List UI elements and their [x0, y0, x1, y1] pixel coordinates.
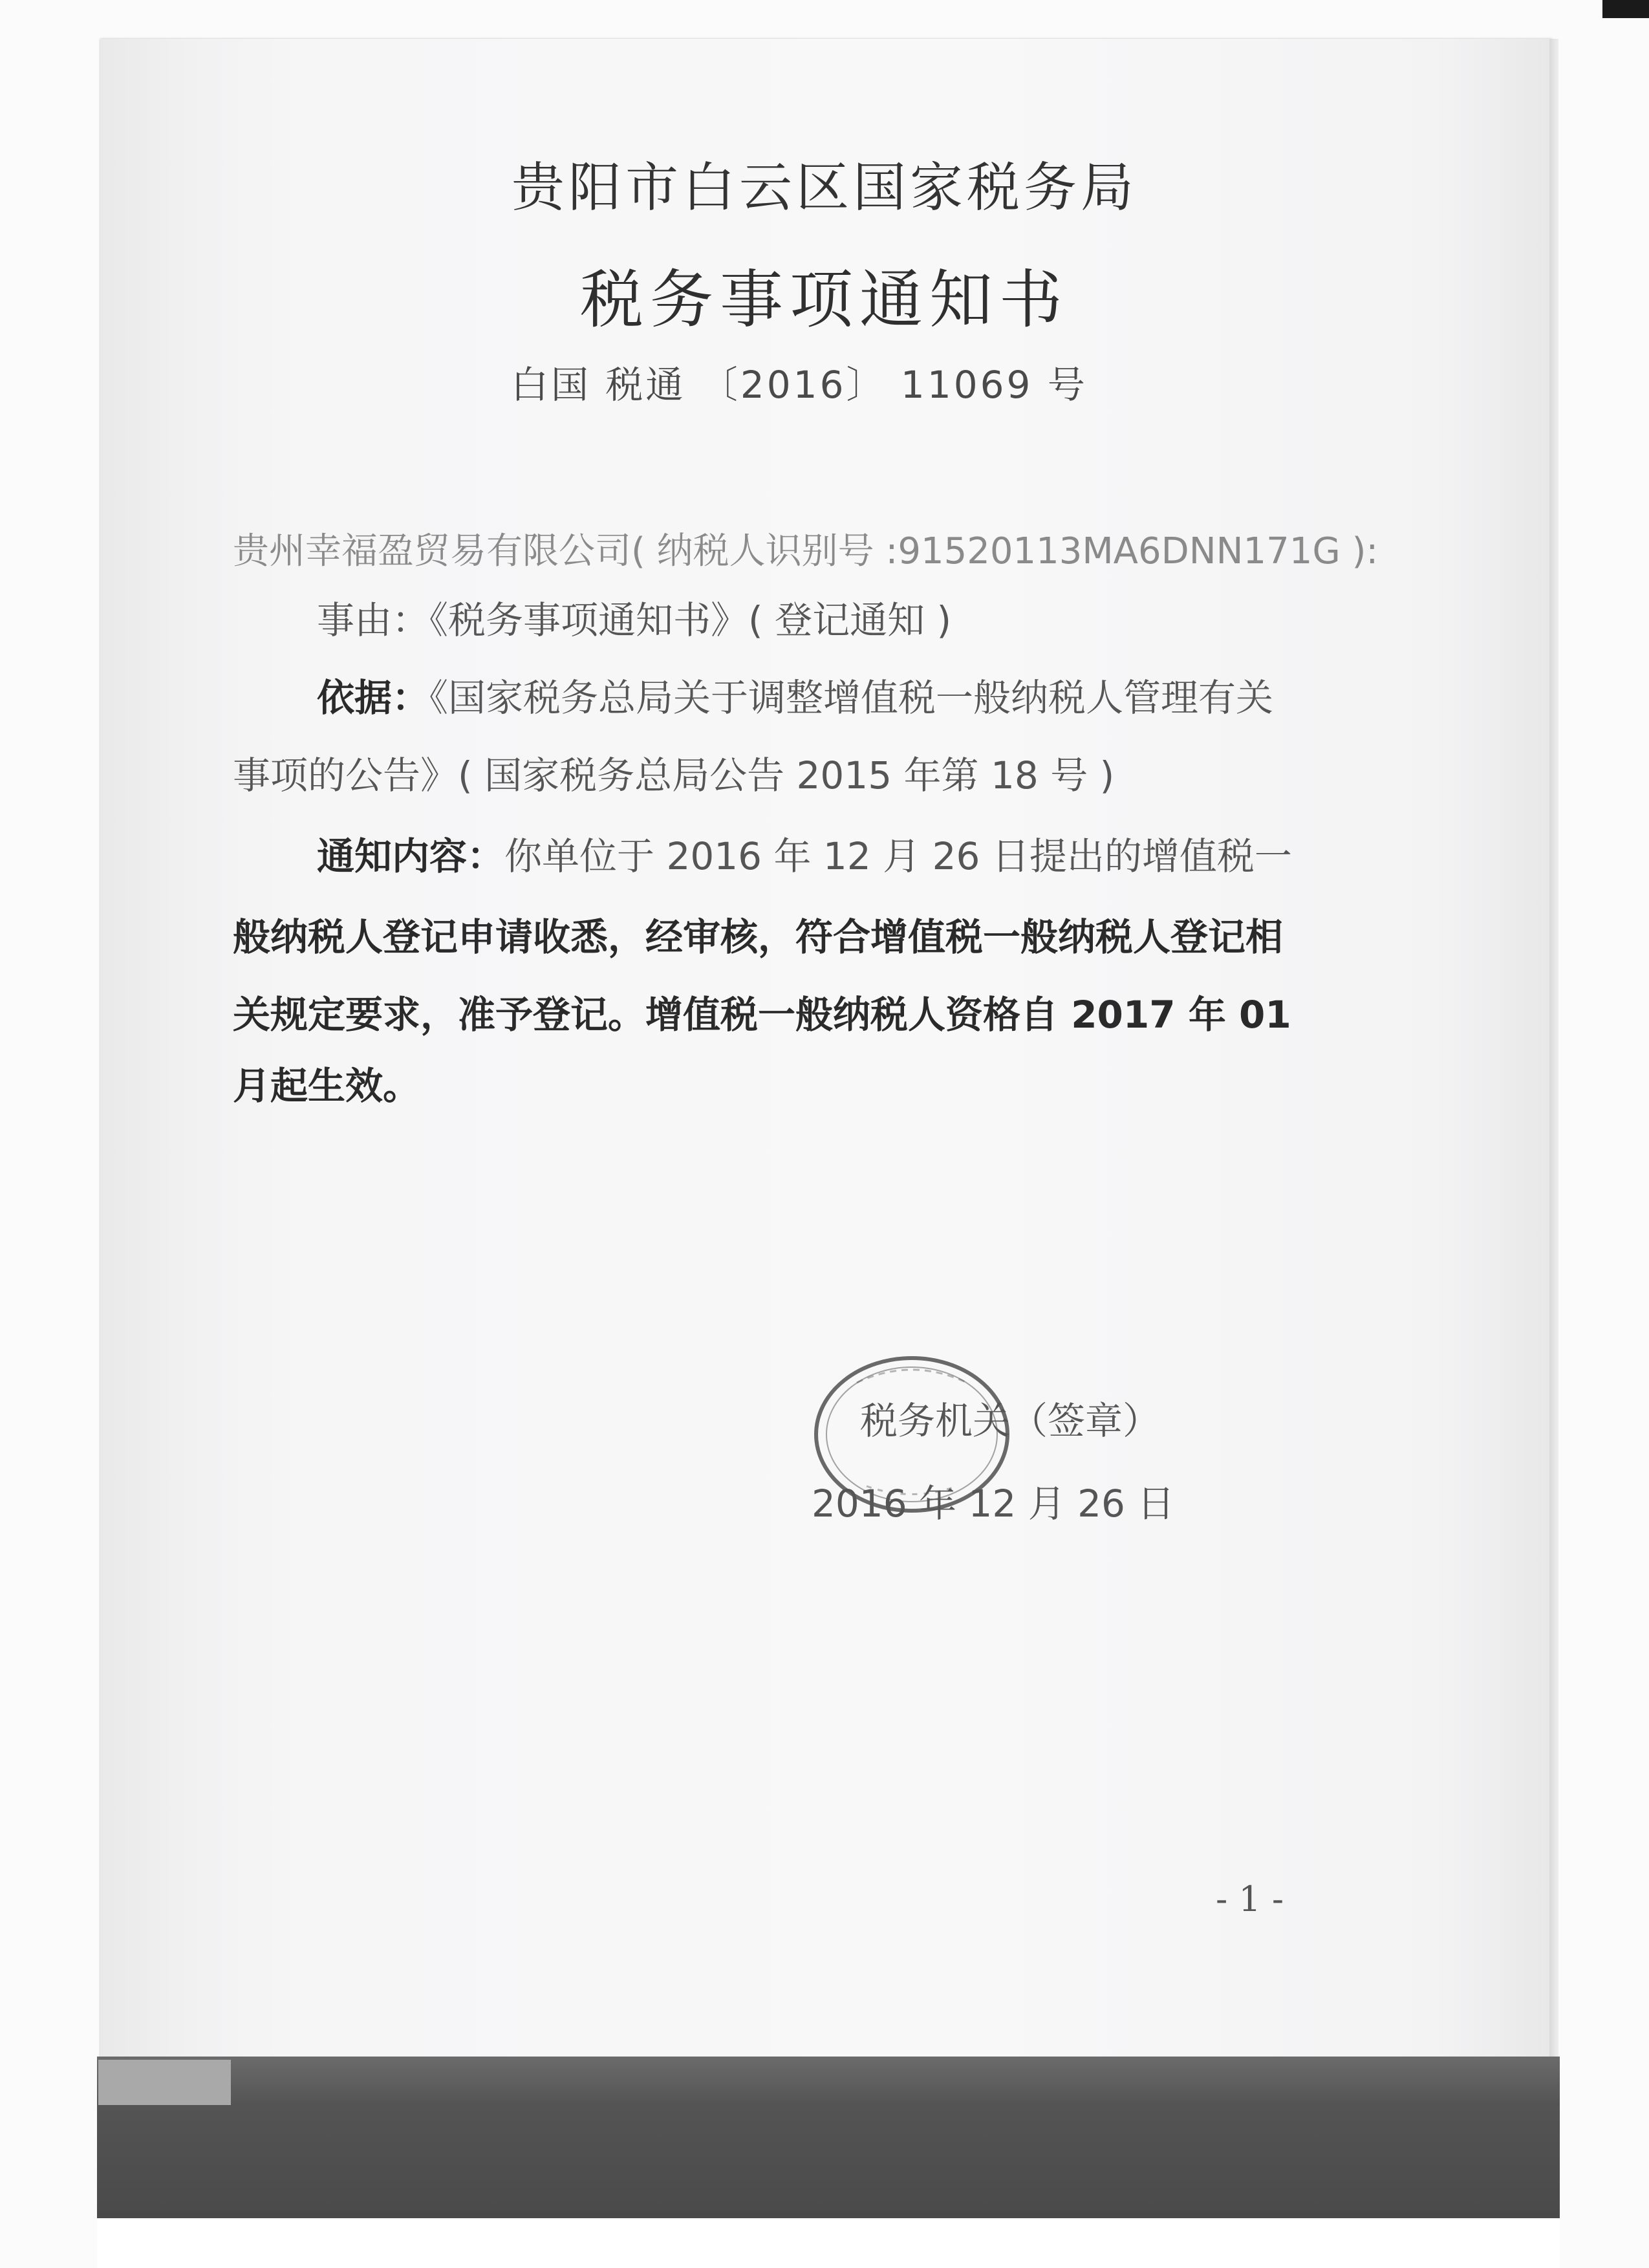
document-title: 税务事项通知书	[579, 263, 1069, 337]
content-label: 通知内容：	[317, 834, 505, 878]
issuer-title: 贵阳市白云区国家税务局	[511, 157, 1137, 219]
content-text-line3: 关规定要求，准予登记。增值税一般纳税人资格自 2017 年 01	[233, 993, 1291, 1037]
basis-text-line1: 《国家税务总局关于调整增值税一般纳税人管理有关	[429, 676, 1274, 720]
scanner-background	[97, 2057, 1560, 2218]
reason-line	[317, 598, 952, 642]
scan-corner-mark	[1602, 0, 1649, 18]
basis-text-line2: 事项的公告》( 国家税务总局公告 2015 年第 18 号 )	[233, 753, 1115, 797]
reason-text: 《税务事项通知书》( 登记通知 )	[429, 598, 952, 642]
content-text-line4: 月起生效。	[233, 1064, 421, 1108]
basis-label: 依据：	[317, 676, 430, 720]
paper-edge	[1549, 39, 1558, 2141]
signature-org: 税务机关（签章）	[860, 1399, 1161, 1443]
reason-label: 事由：	[317, 598, 430, 642]
scan-bottom-margin	[97, 2218, 1560, 2268]
document-number: 白国 税通 〔2016〕 11069 号	[511, 363, 1088, 407]
basis-line	[317, 676, 1274, 720]
signature-date: 2016 年 12 月 26 日	[812, 1482, 1175, 1526]
page-number: - 1 -	[1216, 1879, 1284, 1919]
content-text-line2: 般纳税人登记申请收悉，经审核，符合增值税一般纳税人登记相	[233, 915, 1284, 959]
content-line	[317, 834, 1292, 878]
content-text-line1: 你单位于 2016 年 12 月 26 日提出的增值税一	[504, 834, 1292, 878]
addressee-line: 贵州幸福盈贸易有限公司( 纳税人识别号 :91520113MA6DNN171G ):	[233, 530, 1379, 572]
scanner-glare	[98, 2060, 231, 2105]
